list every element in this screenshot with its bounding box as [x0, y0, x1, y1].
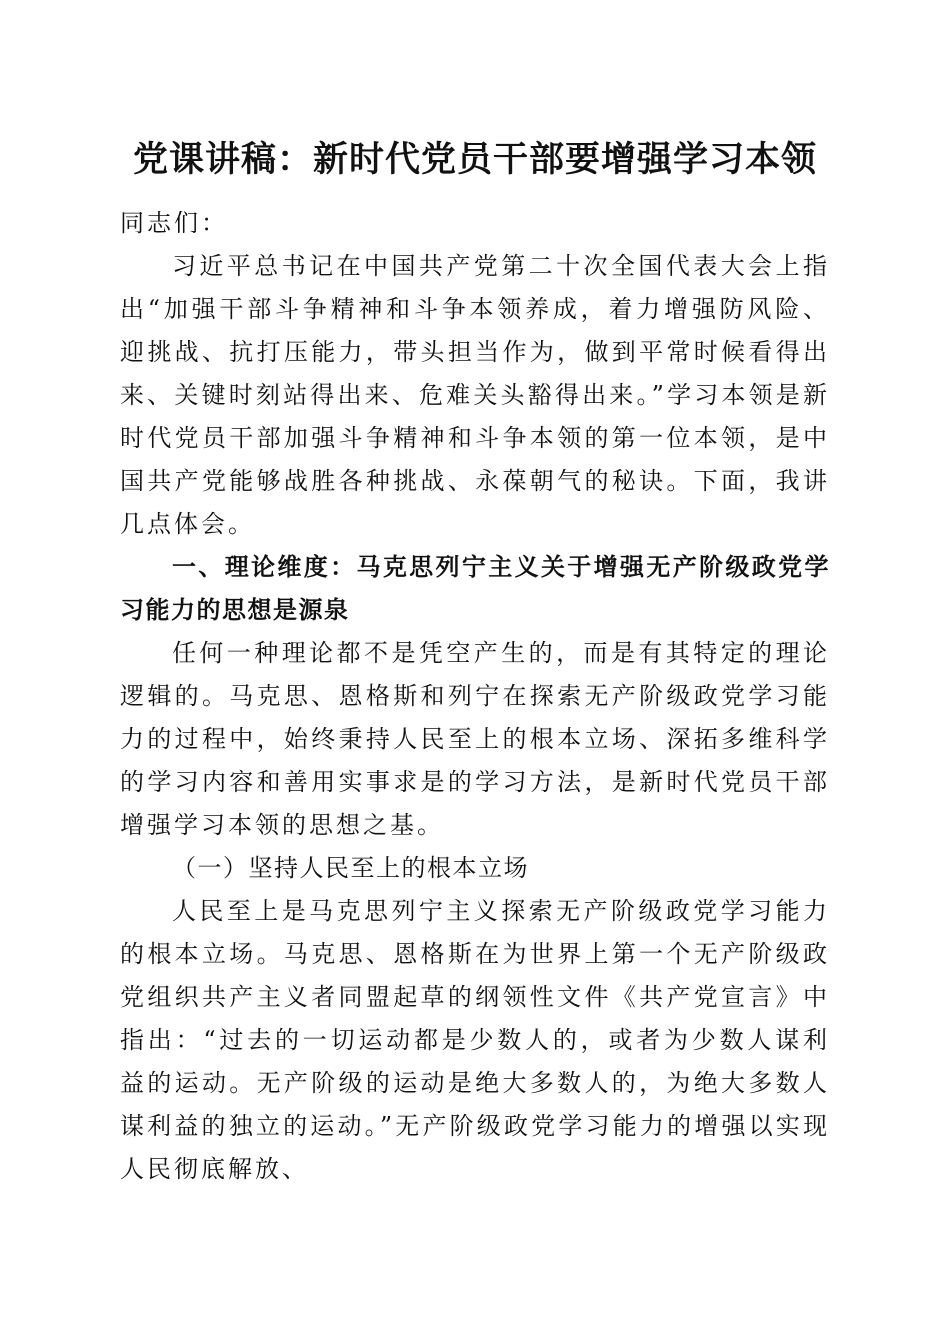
salutation: 同志们：: [120, 209, 228, 237]
section-1-heading: 一、理论维度：马克思列宁主义关于增强无产阶级政党学习能力的思想是源泉: [120, 553, 830, 624]
intro-paragraph: 习近平总书记在中国共产党第二十次全国代表大会上指出“加强干部斗争精神和斗争本领养成，着力增强防风险、迎挑战、抗打压能力，带头担当作为，做到平常时候看得出来、关键时刻站得出来、危难关头豁得出来。”学习本领是新时代党员干部加强斗争精神和斗争本领的第一位本领，是中国共产党能够战胜各种挑战、永葆朝气的秘诀。下面，我讲几点体会。: [120, 252, 830, 538]
document-body: [120, 202, 830, 1191]
section-1-paragraph: 任何一种理论都不是凭空产生的，而是有其特定的理论逻辑的。马克思、恩格斯和列宁在探索无产阶级政党学习能力的过程中，始终秉持人民至上的根本立场、深拓多维科学的学习内容和善用实事求是的学习方法，是新时代党员干部增强学习本领的思想之基。: [120, 639, 830, 839]
subsection-1-heading: （一）坚持人民至上的根本立场: [172, 854, 529, 882]
subsection-1-paragraph: 人民至上是马克思列宁主义探索无产阶级政党学习能力的根本立场。马克思、恩格斯在为世界上第一个无产阶级政党组织共产主义者同盟起草的纲领性文件《共产党宣言》中指出：“过去的一切运动都是少数人的，或者为少数人谋利益的运动。无产阶级的运动是绝大多数人的，为绝大多数人谋利益的独立的运动。”无产阶级政党学习能力的增强以实现人民彻底解放、: [120, 897, 830, 1183]
document-title: 党课讲稿：新时代党员干部要增强学习本领: [132, 139, 817, 180]
